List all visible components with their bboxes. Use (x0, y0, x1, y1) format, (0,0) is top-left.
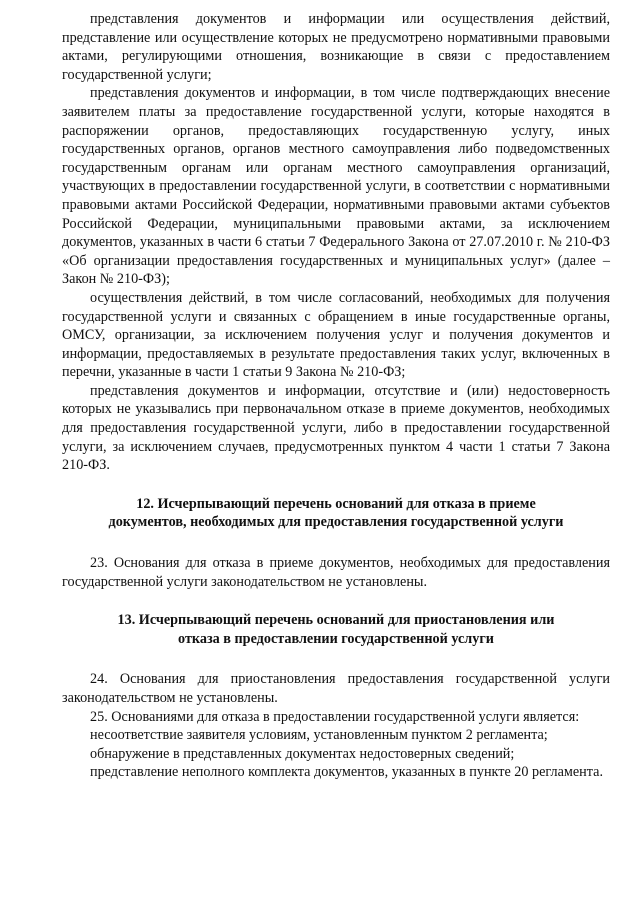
body-paragraph: 23. Основания для отказа в приеме документов, необходимых для предоставления государственной услуги законодательством не установлены. (62, 555, 610, 590)
list-item: обнаружение в представленных документах недостоверных сведений; (90, 745, 515, 762)
body-paragraph: представления документов и информации, отсутствие и (или) недостоверность которых не указывались при первоначальном отказе в приеме документов, необходимых для предоставления государственной услуги, либо в предоставлении государственной услуги, за исключением случаев, предусмотренных пунктом 4 части 1 статьи 7 Закона 210-ФЗ. (62, 382, 610, 474)
document-page (62, 10, 610, 782)
body-paragraph: представления документов и информации или осуществления действий, представление или осуществление которых не предусмотрено нормативными правовыми актами, регулирующими отношения, возникающие в связи с предоставлением государственной услуги; (62, 11, 610, 83)
spacer (62, 591, 610, 611)
body-paragraph: 25. Основаниями для отказа в предоставлении государственной услуги является: (90, 708, 580, 725)
spacer (62, 475, 610, 495)
section-heading-12: 12. Исчерпывающий перечень оснований для отказа в приеме документов, необходимых для предоставления государственной услуги (108, 495, 564, 531)
spacer (62, 648, 610, 670)
section-heading-13: 13. Исчерпывающий перечень оснований для приостановления или отказа в предоставлении государственной услуги (117, 612, 555, 647)
body-paragraph: осуществления действий, в том числе согласований, необходимых для получения государственной услуги и связанных с обращением в иные государственные органы, ОМСУ, организации, за исключением получения услуг и получения документов и информации, предоставляемых в результате предоставления таких услуг, включенных в перечни, указанные в части 1 статьи 9 Закона № 210-ФЗ; (62, 289, 610, 381)
spacer (62, 532, 610, 554)
body-paragraph: 24. Основания для приостановления предоставления государственной услуги законодательством не установлены. (62, 671, 610, 706)
body-paragraph: представления документов и информации, в том числе подтверждающих внесение заявителем платы за предоставление государственной услуги, которые находятся в распоряжении органов, предоставляющих государственную услугу, иных государственных органов, органов местного самоуправления либо подведомственных государственным органам или органам местного самоуправления организаций, участвующих в предоставлении государственной услуги, в соответствии с нормативными правовыми актами Российской Федерации, нормативными правовыми актами субъектов Российской Федерации, муниципальными правовыми актами, за исключением документов, указанных в части 6 статьи 7 Федерального Закона от 27.07.2010 г. № 210-ФЗ «Об организации предоставления государственных и муниципальных услуг» (далее – Закон № 210-ФЗ); (62, 85, 610, 288)
list-item: представление неполного комплекта документов, указанных в пункте 20 регламента. (90, 764, 603, 781)
list-item: несоответствие заявителя условиям, установленным пунктом 2 регламента; (90, 727, 548, 744)
